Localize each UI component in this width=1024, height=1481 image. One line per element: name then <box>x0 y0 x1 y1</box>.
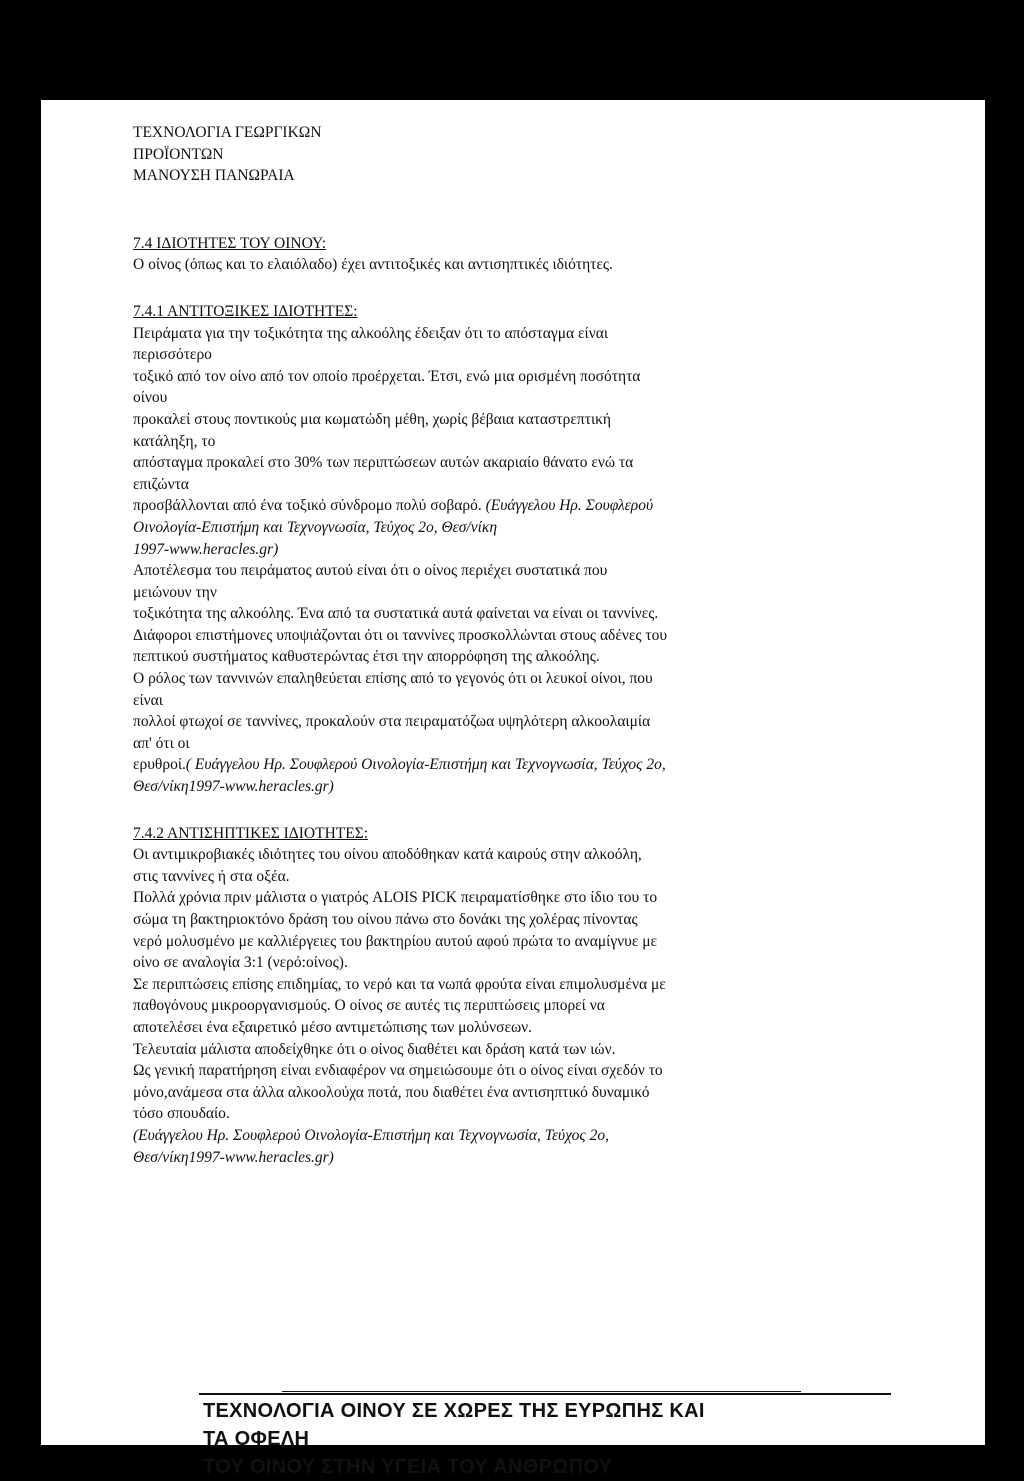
paragraph-line: Σε περιπτώσεις επίσης επιδημίας, το νερό και τα νωπά φρούτα είναι επιμολυσμένα με <box>133 975 666 993</box>
citation-line: 1997-www.heracles.gr) <box>133 540 279 558</box>
section-heading: 7.4 ΙΔΙΟΤΗΤΕΣ ΤΟΥ ΟΙΝΟΥ: <box>133 234 327 252</box>
divider <box>282 1391 801 1392</box>
title-line: ΤΟΥ ΟΙΝΟΥ ΣΤΗΝ ΥΓΕΙΑ ΤΟΥ ΑΝΘΡΩΠΟΥ <box>203 1456 613 1478</box>
paragraph-line: Αποτέλεσμα του πειράματος αυτού είναι ότι ο οίνος περιέχει συστατικά που <box>133 562 608 580</box>
paragraph-text: ερυθροί. <box>133 756 186 774</box>
paragraph-line: Οι αντιμικροβιακές ιδιότητες του οίνου αποδόθηκαν κατά καιρούς στην αλκοόλη, <box>133 846 642 864</box>
citation: (Ευάγγελου Ηρ. Σουφλερού <box>485 497 654 515</box>
paragraph-line: απόσταγμα προκαλεί στο 30% των περιπτώσεων αυτών ακαριαίο θάνατο ενώ τα <box>133 454 634 472</box>
paragraph-line <box>133 495 893 517</box>
page-content <box>133 122 893 1168</box>
header-line: ΠΡΟΪΟΝΤΩΝ <box>133 145 224 163</box>
paragraph-line: απ' ότι οι <box>133 734 190 752</box>
paragraph-line: Ως γενική παρατήρηση είναι ενδιαφέρον να σημειώσουμε ότι ο οίνος είναι σχεδόν το <box>133 1062 663 1080</box>
header-author: ΜΑΝΟΥΣΗ ΠΑΝΩΡΑΙΑ <box>133 167 295 185</box>
paragraph-line: Διάφοροι επιστήμονες υποψιάζονται ότι οι ταννίνες προσκολλώνται στους αδένες του <box>133 626 668 644</box>
section-heading: 7.4.2 ΑΝΤΙΣΗΠΤΙΚΕΣ ΙΔΙΟΤΗΤΕΣ: <box>133 824 369 842</box>
title-line: ΤΕΧΝΟΛΟΓΙΑ ΟΙΝΟΥ ΣΕ ΧΩΡΕΣ ΤΗΣ ΕΥΡΩΠΗΣ ΚΑΙ <box>203 1400 705 1422</box>
paragraph-line: τοξικότητα της αλκοόλης. Ένα από τα συστατικά αυτά φαίνεται να είναι οι ταννίνες. <box>133 605 659 623</box>
paragraph-line: Πολλά χρόνια πριν μάλιστα ο γιατρός ALOIS PICK πειραματίσθηκε στο ίδιο του το <box>133 889 658 907</box>
title-rule <box>199 1391 891 1395</box>
section-7-4-1 <box>133 301 893 798</box>
document-page <box>41 100 985 1478</box>
paragraph-line: Ο ρόλος των ταννινών επαληθεύεται επίσης από το γεγονός ότι οι λευκοί οίνοι, που <box>133 670 653 688</box>
divider <box>199 1393 891 1395</box>
paragraph-line: περισσότερο <box>133 346 212 364</box>
next-chapter-title <box>203 1397 883 1481</box>
paragraph-line: μόνο,ανάμεσα στα άλλα αλκοολούχα ποτά, που διαθέτει ένα αντισηπτικό δυναμικό <box>133 1083 650 1101</box>
paragraph-line: αποτελέσει ένα εξαιρετικό μέσο αντιμετώπισης των μολύνσεων. <box>133 1018 533 1036</box>
paragraph-line: οίνου <box>133 389 168 407</box>
paragraph-line: παθογόνους μικροοργανισμούς. Ο οίνος σε αυτές τις περιπτώσεις μπορεί να <box>133 997 605 1015</box>
page-header <box>133 122 893 187</box>
citation-line: (Ευάγγελου Ηρ. Σουφλερού Οινολογία-Επιστήμη και Τεχνογνωσία, Τεύχος 2ο, <box>133 1126 609 1144</box>
paragraph-line: είναι <box>133 691 163 709</box>
paragraph-line: προκαλεί στους ποντικούς μια κωματώδη μέθη, χωρίς βέβαια καταστρεπτική <box>133 410 612 428</box>
paragraph-line: μειώνουν την <box>133 583 217 601</box>
section-7-4 <box>133 233 893 276</box>
paragraph-line: τοξικό από τον οίνο από τον οποίο προέρχεται. Έτσι, ενώ μια ορισμένη ποσότητα <box>133 367 641 385</box>
paragraph-line <box>133 754 893 776</box>
paragraph-line: πολλοί φτωχοί σε ταννίνες, προκαλούν στα πειραματόζωα υψηλότερη αλκοολαιμία <box>133 713 651 731</box>
paragraph-line: πεπτικού συστήματος καθυστερώντας έτσι την απορρόφηση της αλκοόλης. <box>133 648 600 666</box>
paragraph-line: στις ταννίνες ή στα οξέα. <box>133 867 290 885</box>
paragraph-text: προσβάλλονται από ένα τοξικό σύνδρομο πολύ σοβαρό. <box>133 497 486 515</box>
citation: ( Ευάγγελου Ηρ. Σουφλερού Οινολογία-Επιστήμη και Τεχνογνωσία, Τεύχος 2ο, <box>185 756 666 774</box>
paragraph-line: Τελευταία μάλιστα αποδείχθηκε ότι ο οίνος διαθέτει και δράση κατά των ιών. <box>133 1040 616 1058</box>
paragraph-line: Πειράματα για την τοξικότητα της αλκοόλης έδειξαν ότι το απόσταγμα είναι <box>133 324 609 342</box>
title-line: ΤΑ ΟΦΕΛΗ <box>203 1428 310 1450</box>
paragraph-line: επιζώντα <box>133 475 189 493</box>
paragraph-line: οίνο σε αναλογία 3:1 (νερό:οίνος). <box>133 954 348 972</box>
citation-line: Θεσ/νίκη1997-www.heracles.gr) <box>133 1148 334 1166</box>
paragraph-line: κατάληξη, το <box>133 432 216 450</box>
section-7-4-2 <box>133 823 893 1169</box>
citation-line: Οινολογία-Επιστήμη και Τεχνογνωσία, Τεύχος 2ο, Θεσ/νίκη <box>133 518 498 536</box>
paragraph-line: τόσο σπουδαίο. <box>133 1105 230 1123</box>
paragraph-line: νερό μολυσμένο με καλλιέργειες του βακτηρίου αυτού αφού πρώτα το αναμίγνυε με <box>133 932 658 950</box>
paragraph-line: Ο οίνος (όπως και το ελαιόλαδο) έχει αντιτοξικές και αντισηπτικές ιδιότητες. <box>133 256 613 274</box>
section-heading: 7.4.1 ΑΝΤΙΤΟΞΙΚΕΣ ΙΔΙΟΤΗΤΕΣ: <box>133 302 358 320</box>
paragraph-line: σώμα τη βακτηριοκτόνο δράση του οίνου πάνω στο δονάκι της χολέρας πίνοντας <box>133 911 638 928</box>
header-line: ΤΕΧΝΟΛΟΓΙΑ ΓΕΩΡΓΙΚΩΝ <box>133 124 322 141</box>
citation-line: Θεσ/νίκη1997-www.heracles.gr) <box>133 778 334 796</box>
